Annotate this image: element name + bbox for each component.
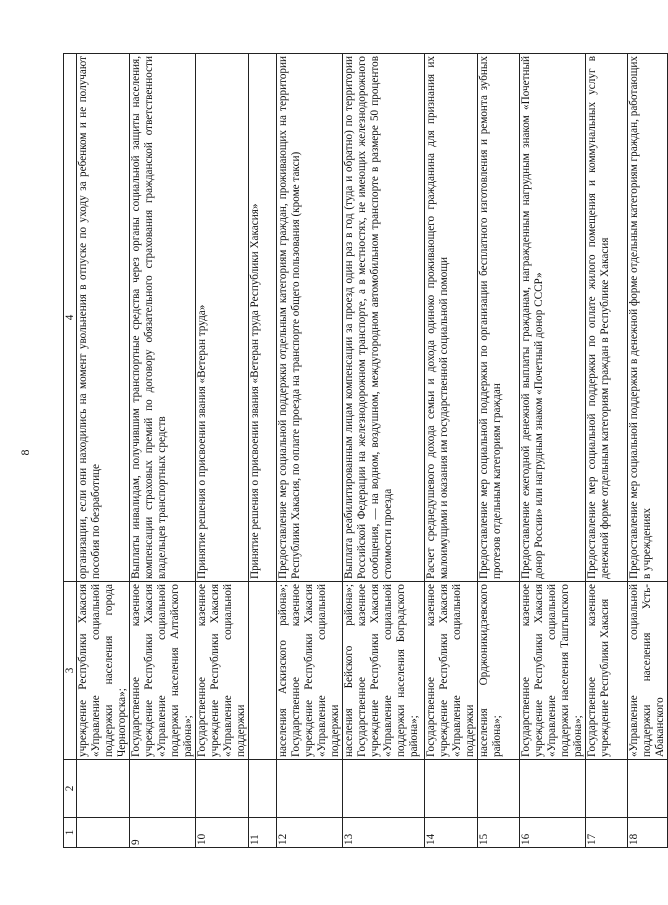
- column-header: 4: [64, 54, 77, 582]
- table-row: [478, 54, 520, 848]
- table-row: [277, 54, 343, 848]
- table-row: [343, 54, 425, 848]
- service-cell: Предоставление мер социальной поддержки отдельным категориям граждан, проживающих на территории Республики Хакасия, по оплате проезда на транспорте общего пользования (кроме такси): [277, 54, 343, 582]
- table-row: [425, 54, 478, 848]
- org-cell: учреждение Республики Хакасия «Управление социальной поддержки населения города Черногорска»;: [77, 582, 130, 760]
- row-number: 18: [628, 818, 668, 848]
- table-row: [249, 54, 277, 848]
- empty-cell: [343, 760, 425, 818]
- row-number: 12: [277, 818, 343, 848]
- row-number: 13: [343, 818, 425, 848]
- row-number: 15: [478, 818, 520, 848]
- table-row: [196, 54, 249, 848]
- org-cell: «Управление социальной поддержки населения Усть-Абаканского: [628, 582, 668, 760]
- table-row: [520, 54, 586, 848]
- row-number: 14: [425, 818, 478, 848]
- column-header: 2: [64, 760, 77, 818]
- service-cell: Выплаты инвалидам, получившим транспортные средства через органы социальной защиты населения, компенсации страховых премий по договору обязательного страхования гражданской ответственности владельцев транспортных средств: [130, 54, 196, 582]
- empty-cell: [520, 760, 586, 818]
- empty-cell: [586, 760, 628, 818]
- service-cell: Принятие решения о присвоении звания «Ветеран труда»: [196, 54, 249, 582]
- page-number: 8: [18, 449, 32, 456]
- table-row: [586, 54, 628, 848]
- services-table: [63, 53, 668, 848]
- table-row: [130, 54, 196, 848]
- empty-cell: [77, 760, 130, 818]
- org-cell: населения Бейского района»; Государственное казенное учреждение Республики Хакасия «Управление социальной поддержки населения Боградского района»;: [343, 582, 425, 760]
- empty-cell: [628, 760, 668, 818]
- empty-cell: [249, 760, 277, 818]
- table-row: [628, 54, 668, 848]
- row-number: 16: [520, 818, 586, 848]
- service-cell: Предоставление мер социальной поддержки по оплате жилого помещения и коммунальных услуг в денежной форме отдельным категориям граждан в Республике Хакасия: [586, 54, 628, 582]
- table-header-row: [64, 54, 77, 848]
- empty-cell: [478, 760, 520, 818]
- row-number: 9: [130, 818, 196, 848]
- service-cell: Предоставление ежегодной денежной выплаты гражданам, награжденным нагрудным знаком «Почетный донор России» или нагрудным знаком «Почетный донор СССР»: [520, 54, 586, 582]
- row-number: 10: [196, 818, 249, 848]
- row-number: 17: [586, 818, 628, 848]
- service-cell: Предоставление мер социальной поддержки в денежной форме отдельным категориям граждан, работающих в учреждениях: [628, 54, 668, 582]
- empty-cell: [425, 760, 478, 818]
- column-header: 1: [64, 818, 77, 848]
- org-cell: Государственное казенное учреждение Республики Хакасия «Управление социальной поддержки: [425, 582, 478, 760]
- service-cell: организации, если они находились на момент увольнения в отпуске по уходу за ребенком и не получают пособия по безработице: [77, 54, 130, 582]
- service-cell: Расчет среднедушевого дохода семьи и дохода одиноко проживающего гражданина для признания их малоимущими и оказания им государственной социальной помощи: [425, 54, 478, 582]
- row-number: 11: [249, 818, 277, 848]
- service-cell: Предоставление мер социальной поддержки по организации бесплатного изготовления и ремонта зубных протезов отдельным категориям граждан: [478, 54, 520, 582]
- org-cell: Государственное казенное учреждение Республики Хакасия «Управление социальной поддержки населения Алтайского района»;: [130, 582, 196, 760]
- service-cell: Выплата реабилитированным лицам компенсации за проезд один раз в год (туда и обратно) по территории Российской Федерации на железнодорожном транспорте, а в местностях, не имеющих железнодорожного сообщения, — на водном, воздушном, междугородном автомобильном транспорте в размере 50 процентов стоимости проезда: [343, 54, 425, 582]
- org-cell: населения Орджоникидзевского района»;: [478, 582, 520, 760]
- empty-cell: [196, 760, 249, 818]
- column-header: 3: [64, 582, 77, 760]
- empty-cell: [277, 760, 343, 818]
- org-cell: [249, 582, 277, 760]
- org-cell: Государственное казенное учреждение Республики Хакасия: [586, 582, 628, 760]
- table-row: [77, 54, 130, 848]
- org-cell: населения Аскизского района»; Государственное казенное учреждение Республики Хакасия «Управление социальной поддержки: [277, 582, 343, 760]
- org-cell: Государственное казенное учреждение Республики Хакасия «Управление социальной поддержки населения Таштыпского района»;: [520, 582, 586, 760]
- service-cell: Принятие решения о присвоении звания «Ветеран труда Республики Хакасия»: [249, 54, 277, 582]
- row-number: [77, 818, 130, 848]
- org-cell: Государственное казенное учреждение Республики Хакасия «Управление социальной поддержки: [196, 582, 249, 760]
- empty-cell: [130, 760, 196, 818]
